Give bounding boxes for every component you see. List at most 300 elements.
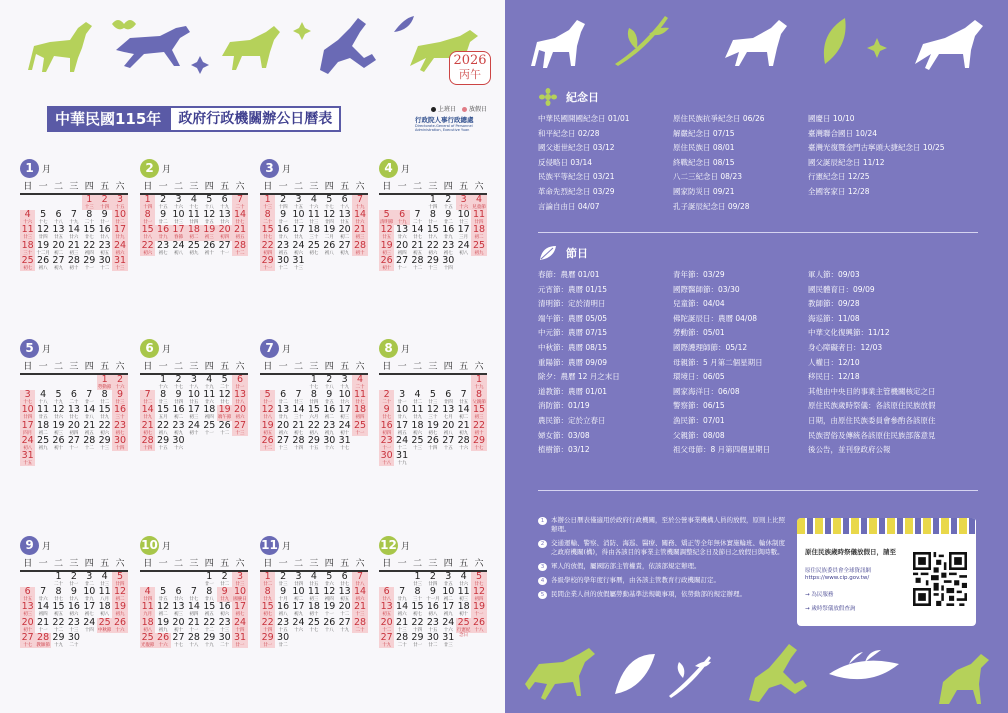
lunar-date: 初五	[340, 597, 350, 603]
lunar-date: 廿一	[263, 642, 273, 648]
day-cell	[155, 587, 170, 602]
day-number: 18	[21, 239, 34, 251]
work-dot-icon	[431, 107, 436, 112]
lunar-date: 初四	[397, 250, 407, 256]
day-number: 26	[52, 434, 65, 446]
day-cell	[291, 225, 306, 240]
day-number: 20	[172, 616, 185, 628]
day-number: 6	[55, 209, 62, 221]
day-number: 26	[426, 434, 439, 446]
weekday-label: 四	[84, 559, 94, 569]
day-cell	[66, 421, 81, 436]
lunar-date: 二十	[355, 385, 365, 390]
holidays-page	[505, 0, 1008, 713]
lunar-date: 廿四	[143, 597, 153, 603]
weekday-label: 六	[235, 362, 245, 372]
lunar-date: 初五	[235, 235, 245, 241]
lunar-date: 初七	[443, 250, 453, 256]
lunar-date: 十九	[204, 385, 214, 390]
day-cell-holiday	[20, 225, 35, 240]
memorial-col-2	[673, 112, 808, 214]
day-number: 19	[472, 601, 486, 613]
day-cell-holiday	[232, 618, 247, 633]
lunar-date: 初十	[23, 627, 33, 633]
day-cell	[186, 195, 201, 210]
day-number: 23	[98, 239, 111, 251]
day-number: 12	[323, 209, 336, 221]
lunar-date: 初九	[189, 250, 199, 256]
day-number: 23	[113, 419, 127, 431]
festival-item: 軍人節：09/03	[808, 270, 860, 279]
lunar-date: 初七	[115, 430, 125, 436]
day-cell-holiday	[352, 572, 367, 587]
divider	[538, 232, 978, 233]
lunar-date: 三十	[428, 415, 438, 421]
day-number: 16	[426, 601, 439, 613]
day-cell	[66, 210, 81, 225]
lunar-date: 廿一	[84, 400, 94, 406]
day-number: 7	[86, 389, 93, 401]
day-number: 20	[277, 419, 290, 431]
day-cell	[35, 436, 50, 451]
lunar-date: 廿四	[38, 235, 48, 241]
day-number: 12	[113, 586, 127, 598]
day-number: 25	[37, 434, 50, 446]
day-cell	[306, 587, 321, 602]
day-cell	[425, 241, 440, 256]
day-cell	[97, 572, 112, 587]
lunar-date: 初六	[412, 430, 422, 436]
lunar-date: 廿三	[459, 220, 469, 226]
festival-item: 環境日：06/05	[673, 372, 725, 382]
day-cell	[322, 225, 337, 240]
day-cell	[394, 451, 409, 466]
weekday-label: 一	[158, 182, 168, 192]
day-cell	[155, 421, 170, 436]
weekday-label: 三	[189, 182, 199, 192]
day-cell	[97, 225, 112, 240]
day-number: 23	[157, 239, 170, 251]
day-cell	[394, 421, 409, 436]
horse-icon	[222, 26, 280, 70]
lunar-date: 廿七	[355, 400, 365, 406]
lunar-date: 初九	[340, 250, 350, 256]
day-cell	[291, 587, 306, 602]
day-number: 2	[221, 571, 228, 582]
day-number: 10	[233, 586, 247, 598]
lunar-date: 十六	[115, 627, 125, 633]
lunar-date: 十二	[412, 265, 422, 271]
day-cell-holiday	[112, 421, 127, 436]
day-number: 4	[24, 209, 31, 221]
day-cell-holiday	[471, 375, 486, 390]
day-cell	[186, 587, 201, 602]
day-cell	[35, 256, 50, 271]
day-number: 17	[442, 601, 455, 613]
qr-code-icon[interactable]	[913, 552, 967, 606]
day-cell	[410, 618, 425, 633]
month-suffix: 月	[42, 164, 52, 175]
lunar-date: 廿七	[412, 235, 422, 241]
day-cell	[35, 390, 50, 405]
day-number: 2	[326, 374, 333, 385]
day-number: 14	[67, 224, 80, 236]
day-number: 16	[277, 224, 290, 236]
memorial-col-1	[538, 112, 673, 214]
day-number: 28	[83, 434, 96, 446]
weekday-label: 二	[412, 559, 422, 569]
lunar-date: 初六	[143, 250, 153, 256]
lunar-date: 廿一	[100, 220, 110, 226]
day-number: 27	[277, 434, 290, 446]
day-number: 22	[52, 616, 65, 628]
day-cell	[82, 225, 97, 240]
lunar-date: 十八	[204, 205, 214, 210]
lunar-date: 十二	[100, 265, 110, 271]
day-number: 15	[98, 404, 111, 416]
day-cell-holiday	[260, 421, 275, 436]
day-number: 23	[67, 616, 80, 628]
lunar-date: 十七	[324, 205, 334, 210]
day-cell	[291, 390, 306, 405]
lunar-date: 十一	[84, 265, 94, 271]
day-number: 17	[292, 224, 305, 236]
day-number: 27	[380, 631, 393, 643]
lunar-date: 廿五	[53, 235, 63, 241]
note-item	[538, 562, 788, 571]
lunar-date: 十五	[443, 205, 453, 210]
lunar-date: 十二	[340, 612, 350, 618]
lunar-date: 三十	[412, 597, 422, 603]
day-number: 18	[353, 404, 367, 416]
lunar-date: 初七	[23, 265, 33, 271]
day-number: 12	[380, 224, 393, 236]
weekday-label: 六	[235, 559, 245, 569]
weekday-label: 五	[459, 182, 469, 192]
day-cell-holiday	[260, 210, 275, 225]
day-grid	[140, 195, 248, 256]
day-number: 17	[233, 601, 247, 613]
day-number: 21	[396, 616, 409, 628]
lunar-date: 廿六	[38, 597, 48, 603]
lunar-date: 廿四	[293, 582, 303, 587]
day-number: 27	[338, 616, 351, 628]
day-number: 13	[277, 404, 290, 416]
lunar-date: 初六	[428, 250, 438, 256]
weekday-label: 日	[143, 559, 153, 569]
day-number: 8	[414, 586, 421, 598]
day-number: 8	[55, 586, 62, 598]
weekday-label: 六	[115, 362, 125, 372]
day-cell	[97, 421, 112, 436]
day-cell	[441, 602, 456, 617]
day-cell-holiday	[20, 451, 35, 466]
note-number: 1	[538, 517, 547, 525]
lunar-date: 初六	[100, 430, 110, 436]
month-1	[20, 158, 128, 271]
day-cell-holiday	[20, 436, 35, 451]
lunar-date: 廿四	[23, 415, 33, 421]
day-number: 30	[113, 434, 127, 446]
festival-item: 母親節：5 月第二個星期日	[673, 357, 763, 367]
day-cell-holiday	[232, 633, 247, 648]
lunar-date: 十三	[235, 430, 245, 436]
lunar-date: 初十	[189, 430, 199, 436]
weekday-label: 四	[324, 559, 334, 569]
weekday-label: 三	[428, 182, 438, 192]
card-link-service[interactable]: → 為民服務	[805, 592, 834, 598]
day-cell	[291, 405, 306, 420]
day-cell-holiday	[260, 633, 275, 648]
day-number: 26	[113, 616, 127, 628]
day-number: 28	[187, 631, 200, 643]
lunar-date: 初十	[173, 627, 183, 633]
day-cell	[337, 405, 352, 420]
day-number: 10	[338, 389, 351, 401]
weekday-label: 五	[100, 362, 110, 372]
day-cell	[425, 225, 440, 240]
day-cell	[186, 405, 201, 420]
day-number: 22	[83, 239, 96, 251]
festival-item: 元宵節：農曆 01/15	[538, 284, 607, 294]
festival-item: 道教節：農曆 01/01	[538, 386, 607, 396]
day-cell-holiday	[20, 633, 35, 648]
day-number: 8	[144, 209, 151, 221]
day-cell-holiday	[97, 618, 112, 633]
day-number: 17	[187, 404, 200, 416]
day-cell	[171, 633, 186, 648]
day-number: 13	[338, 586, 351, 598]
lunar-date: 廿四	[189, 220, 199, 226]
day-number: 11	[457, 586, 470, 598]
day-number: 11	[187, 209, 200, 221]
day-cell-holiday	[140, 436, 155, 451]
memorial-item: 和平紀念日 02/28	[538, 128, 600, 138]
day-number: 6	[237, 374, 244, 385]
memorial-item: 國家防災日 09/21	[673, 186, 735, 196]
memorial-item: 原住民族抗爭紀念日 06/26	[673, 114, 765, 123]
day-number: 5	[264, 389, 271, 401]
lunar-date: 廿七	[340, 582, 350, 587]
weekday-label: 二	[412, 362, 422, 372]
day-number: 13	[338, 209, 351, 221]
lunar-date: 十八	[474, 627, 484, 633]
card-url[interactable]: https://www.cip.gov.tw/	[805, 575, 870, 581]
ritual-info-card	[797, 518, 976, 626]
day-number: 21	[292, 419, 305, 431]
day-cell	[410, 421, 425, 436]
lunar-date: 十九	[474, 385, 484, 390]
day-number: 26	[472, 616, 486, 628]
lunar-date: 初三	[173, 612, 183, 618]
leaf-icon	[824, 18, 846, 64]
day-cell	[441, 618, 456, 633]
lunar-date: 初九	[474, 250, 484, 256]
weekday-label: 五	[220, 182, 230, 192]
month-4	[379, 158, 487, 271]
festivals-list	[538, 268, 978, 458]
lunar-date: 初四	[84, 250, 94, 256]
day-cell	[291, 241, 306, 256]
day-number: 11	[21, 224, 34, 236]
day-number: 27	[21, 631, 34, 643]
day-cell	[35, 618, 50, 633]
day-cell-holiday	[260, 587, 275, 602]
day-number: 15	[261, 224, 274, 236]
lunar-date: 初八	[38, 265, 48, 271]
lunar-date: 初四	[69, 430, 79, 436]
day-number: 20	[233, 404, 247, 416]
day-number: 8	[476, 389, 483, 401]
lunar-date: 初二	[53, 250, 63, 256]
day-cell	[306, 210, 321, 225]
day-number: 16	[67, 601, 80, 613]
lunar-date: 廿五	[324, 400, 334, 406]
note-text: 軍人的放假，屬國防部主管權責，依該部規定辦理。	[551, 562, 701, 570]
lunar-date: 十九	[69, 220, 79, 226]
festivals-section	[538, 244, 978, 458]
weekday-label: 六	[355, 559, 365, 569]
day-cell	[66, 390, 81, 405]
lunar-date: 初五	[53, 612, 63, 618]
day-number: 14	[457, 404, 470, 416]
lunar-date: 十五	[309, 445, 319, 451]
lunar-date: 十一	[38, 627, 48, 633]
notes-list	[538, 516, 788, 604]
day-cell	[171, 436, 186, 451]
lunar-date: 廿九	[143, 415, 153, 421]
lunar-date: 廿三	[443, 642, 453, 648]
lunar-date: 初三	[382, 250, 392, 256]
day-cell	[155, 618, 170, 633]
lunar-date: 十一	[69, 445, 79, 451]
day-number: 7	[144, 389, 151, 401]
lunar-date: 廿三	[235, 582, 245, 587]
day-number: 24	[396, 434, 409, 446]
weekday-label: 六	[474, 362, 484, 372]
day-number: 26	[323, 239, 336, 251]
title-calendar-name: 政府行政機關辦公日曆表	[169, 106, 341, 132]
card-link-query[interactable]: → 歲時祭儀放假查詢	[805, 606, 856, 612]
day-cell	[217, 390, 232, 405]
day-cell-holiday	[20, 602, 35, 617]
day-cell	[51, 390, 66, 405]
day-cell	[456, 572, 471, 587]
day-cell	[394, 618, 409, 633]
lunar-date: 十三	[69, 627, 79, 633]
day-cell-holiday	[471, 390, 486, 405]
weekday-label: 六	[474, 182, 484, 192]
day-number: 19	[52, 419, 65, 431]
lunar-date: 十三	[115, 265, 125, 271]
lunar-date: 廿五	[443, 582, 453, 587]
lunar-date: 初三	[204, 235, 214, 241]
festival-item: 兒童節：04/04	[673, 299, 725, 309]
memorial-item: 中華民國開國紀念日 01/01	[538, 114, 630, 123]
festival-item: 婦女節：03/08	[538, 430, 590, 440]
lunar-date: 廿五	[204, 220, 214, 226]
day-number: 16	[157, 224, 170, 236]
day-cell	[322, 405, 337, 420]
festival-item: 人權日：12/10	[808, 357, 860, 367]
memorial-item: 國父逝世紀念日 03/12	[538, 143, 615, 153]
lunar-date: 十六	[173, 205, 183, 210]
day-cell	[425, 210, 440, 225]
day-cell	[322, 602, 337, 617]
day-cell	[202, 375, 217, 390]
month-number: 7	[260, 339, 279, 358]
day-cell	[394, 405, 409, 420]
day-number: 29	[426, 254, 439, 266]
day-number: 23	[277, 239, 290, 251]
day-cell	[410, 210, 425, 225]
day-cell	[82, 241, 97, 256]
festival-item: 清明節：定於清明日	[538, 299, 606, 309]
day-number: 30	[218, 631, 231, 643]
day-cell-holiday	[471, 195, 486, 210]
day-number: 31	[338, 434, 351, 446]
lunar-date: 十七	[309, 627, 319, 633]
lunar-date: 十八	[189, 642, 199, 648]
lunar-date: 十六	[324, 445, 334, 451]
day-cell	[155, 436, 170, 451]
day-number: 9	[445, 209, 452, 221]
festival-item: 移民日：12/18	[808, 372, 860, 382]
day-grid	[260, 195, 368, 271]
day-cell	[306, 225, 321, 240]
day-number: 5	[383, 209, 390, 221]
day-cell	[275, 421, 290, 436]
festival-item: 國際醫師節：03/30	[673, 284, 740, 294]
day-cell-holiday	[260, 256, 275, 271]
day-cell	[441, 587, 456, 602]
weekday-label: 二	[293, 182, 303, 192]
weekday-label: 二	[53, 559, 63, 569]
day-cell	[337, 618, 352, 633]
day-number: 23	[323, 419, 336, 431]
lunar-date: 十五	[158, 205, 168, 210]
lunar-date: 廿六	[324, 582, 334, 587]
day-cell-holiday	[352, 210, 367, 225]
day-cell	[186, 421, 201, 436]
lunar-date: 初六	[220, 612, 230, 618]
day-cell	[291, 195, 306, 210]
day-number: 29	[411, 631, 424, 643]
lunar-date: 初三	[189, 415, 199, 421]
lunar-date: 十七	[189, 205, 199, 210]
day-cell-holiday	[82, 195, 97, 210]
lunar-date: 廿八	[263, 415, 273, 421]
day-number: 3	[237, 571, 244, 582]
festival-item: 原住民族歲時祭儀：各該原住民族放假	[808, 401, 936, 411]
day-cell-holiday	[232, 421, 247, 436]
horse-icon	[116, 26, 190, 68]
weekday-label: 五	[459, 362, 469, 372]
lunar-date: 廿五	[382, 235, 392, 241]
lunar-date: 初七	[84, 612, 94, 618]
lunar-date: 廿四	[309, 400, 319, 406]
festival-item: 父親節：08/08	[673, 430, 725, 440]
lunar-date: 廿六	[220, 220, 230, 226]
day-cell-holiday	[140, 633, 155, 648]
legend-work: 上班日	[431, 104, 456, 113]
lunar-date: 初二	[115, 597, 125, 603]
agency-logo	[415, 117, 495, 132]
day-number: 5	[55, 389, 62, 401]
lunar-date: 廿八	[382, 597, 392, 603]
lunar-date: 十五	[115, 205, 125, 210]
month-8	[379, 338, 487, 466]
